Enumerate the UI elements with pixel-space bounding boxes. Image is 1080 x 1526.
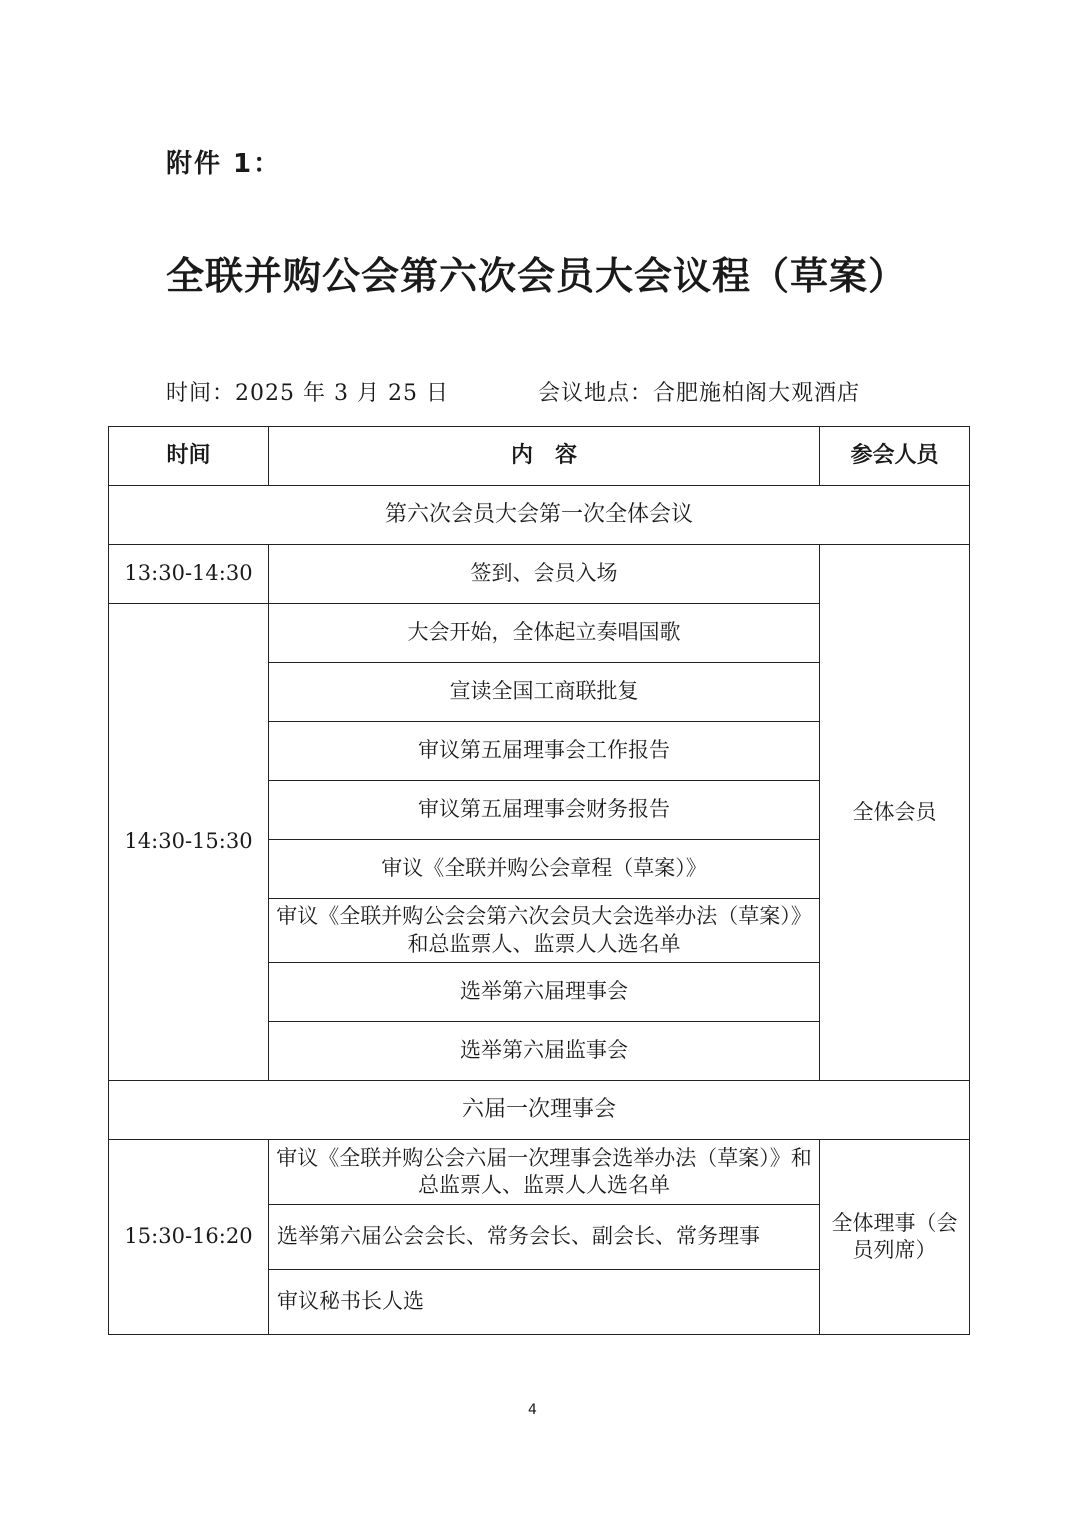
attendees-cell: 全体会员: [820, 545, 970, 1081]
content-cell: 审议秘书长人选: [269, 1270, 820, 1335]
content-cell: 大会开始，全体起立奏唱国歌: [269, 604, 820, 663]
header-time: 时间: [109, 427, 269, 486]
attendees-cell: 全体理事（会员列席）: [820, 1140, 970, 1335]
content-cell: 审议第五届理事会财务报告: [269, 781, 820, 840]
section-title: 六届一次理事会: [109, 1081, 970, 1140]
section-title: 第六次会员大会第一次全体会议: [109, 486, 970, 545]
header-attendees: 参会人员: [820, 427, 970, 486]
meeting-time: 时间：2025 年 3 月 25 日: [166, 381, 449, 406]
content-cell: 审议《全联并购公会六届一次理事会选举办法（草案）》和总监票人、监票人人选名单: [269, 1140, 820, 1205]
time-cell: 14:30-15:30: [109, 604, 269, 1081]
document-title: 全联并购公会第六次会员大会议程（草案）: [166, 254, 908, 298]
page-number: 4: [528, 1402, 537, 1418]
agenda-table: [108, 426, 970, 1335]
table-header-row: [109, 427, 970, 486]
content-cell: 选举第六届理事会: [269, 963, 820, 1022]
header-content: 内 容: [269, 427, 820, 486]
table-row: [109, 545, 970, 604]
time-cell: 15:30-16:20: [109, 1140, 269, 1335]
content-cell: 选举第六届监事会: [269, 1022, 820, 1081]
time-cell: 13:30-14:30: [109, 545, 269, 604]
section-row: [109, 1081, 970, 1140]
meeting-place: 会议地点：合肥施柏阁大观酒店: [538, 381, 861, 406]
table-row: [109, 1140, 970, 1205]
section-row: [109, 486, 970, 545]
content-cell: 签到、会员入场: [269, 545, 820, 604]
content-cell: 宣读全国工商联批复: [269, 663, 820, 722]
content-cell: 审议第五届理事会工作报告: [269, 722, 820, 781]
content-cell: 审议《全联并购公会章程（草案）》: [269, 840, 820, 899]
content-cell: 选举第六届公会会长、常务会长、副会长、常务理事: [269, 1205, 820, 1270]
attachment-label: 附件 1：: [166, 149, 282, 179]
content-cell: 审议《全联并购公会会第六次会员大会选举办法（草案）》和总监票人、监票人人选名单: [269, 899, 820, 963]
